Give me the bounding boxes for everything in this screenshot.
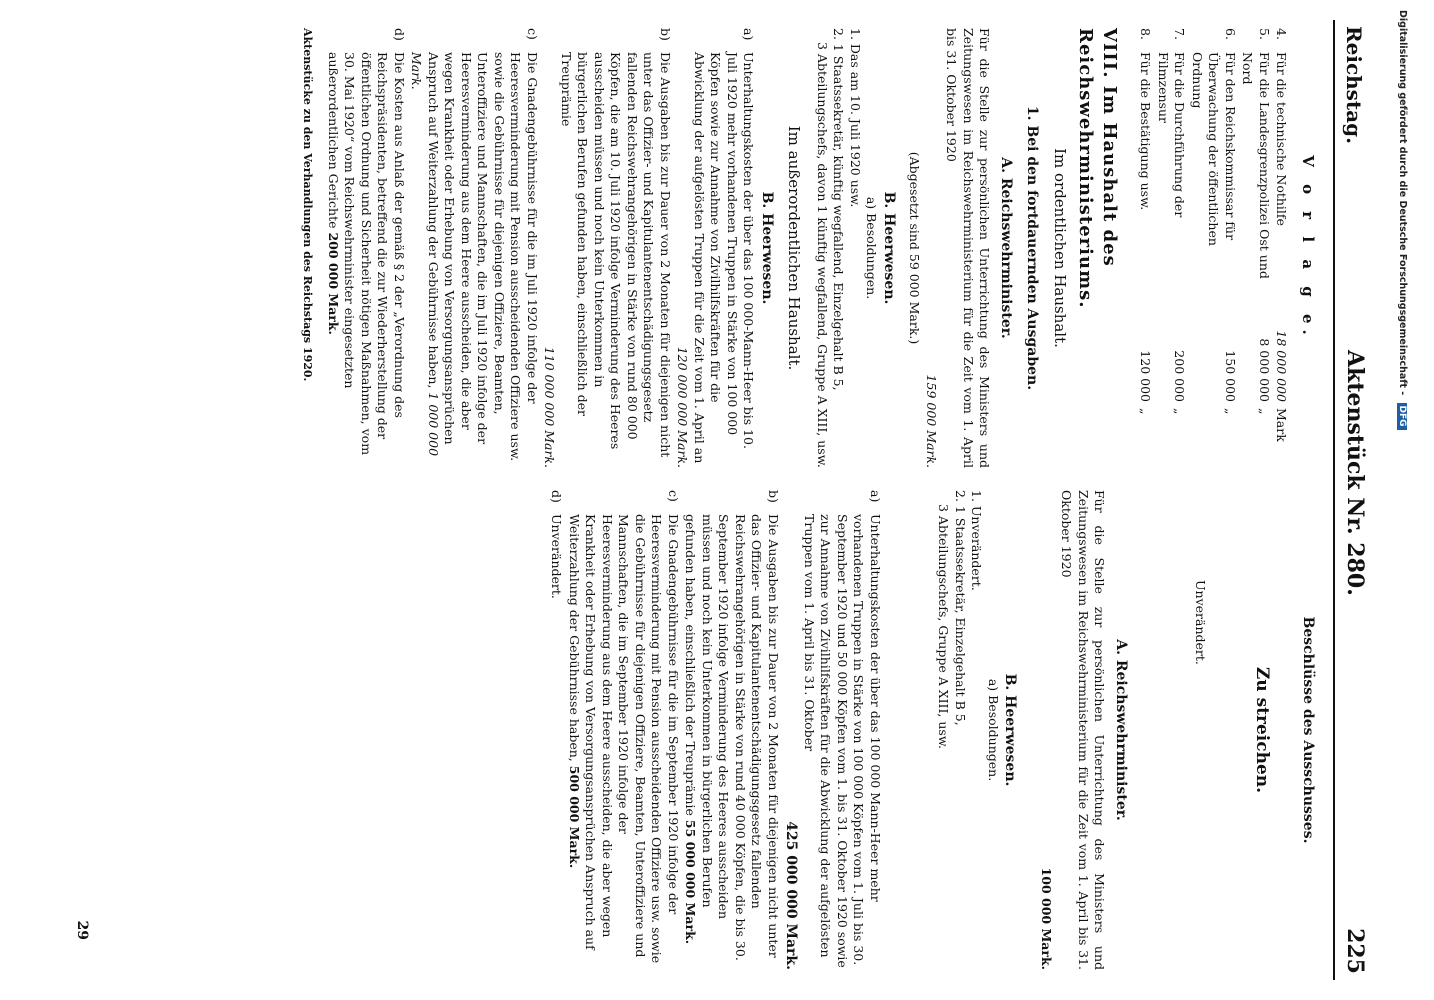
a-text: Für die Stelle zur persönlichen Unterrichtung des Ministers und Zeitungswesen im Reichswehrministerium für die Zeit vom 1. April bis 31. Oktober 1920 <box>1059 490 1108 970</box>
item-body: Unterhaltungskosten der über das 100 000-Mann-Heer bis 10. Juli 1920 mehr vorhandenen Truppen in Stärke von 100 000 Köpfen sowie zur Annahme von Zivilhilfskräften für die Abwicklung der aufgelösten Truppen für die Zeit vom 1. April an <box>691 52 757 464</box>
page-number: 225 <box>1342 928 1368 974</box>
list-item <box>1154 28 1187 468</box>
header-title: Aktenstück Nr. 280. <box>1342 350 1368 596</box>
list-item <box>1273 28 1290 468</box>
unveraendert-label: Unverändert. <box>1193 580 1209 665</box>
page-header <box>1333 20 1375 980</box>
item-value: 18 000 000 <box>1274 330 1290 402</box>
item-amount: 425 000 000 Mark. <box>783 821 800 970</box>
zu-streichen: Zu streichen. <box>1251 666 1272 794</box>
item-unit: „ <box>1222 408 1238 415</box>
item-body: Die Gnadengebührnisse für die im Juli 1920 infolge der Heeresverminderung mit Pension ausscheidenden Offiziere usw. sowie die Gebührnisse für diejenigen Offiziere, Beamten, Unteroffiziere und Mannschaften, die im Juli 1920 infolge der Heeresverminderung aus dem Heere ausscheiden, die aber wegen Krankheit oder Erhebung von Versorgungsansprüchen Anspruch auf Weiterzahlung der Gebührnisse haben, <box>425 52 540 462</box>
section-title: VIII. Im Haushalt des Reichswehrministeriums. <box>1074 28 1120 309</box>
dfg-credit <box>1388 10 1408 990</box>
list-item <box>408 28 540 468</box>
item-unit: „ <box>1138 408 1154 415</box>
item-key: b) <box>765 490 781 503</box>
b-sub: a) Besoldungen. <box>985 678 1001 782</box>
item-unit: Mark <box>1274 408 1290 442</box>
item-text <box>541 52 673 468</box>
item-text <box>565 514 681 970</box>
item-text <box>782 514 883 970</box>
b-title: B. Heerwesen. <box>1002 673 1019 787</box>
b2-title: B. Heerwesen. <box>758 191 775 305</box>
a-title: A. Reichswehrminister. <box>1112 639 1129 821</box>
item-text: Für die Landesgrenzpolizei Ost und Nord <box>1240 52 1272 279</box>
list-item <box>548 490 565 970</box>
b-line: 2. 1 Staatssekretär, Einzelgehalt B 5, <box>952 490 968 726</box>
item-value: 120 000 <box>1138 350 1154 402</box>
item-list <box>1137 28 1290 468</box>
item-text <box>408 52 540 468</box>
item-key: b) <box>657 28 673 41</box>
b-title: B. Heerwesen. <box>880 191 897 305</box>
ordentlich-heading: Im ordentlichen Haushalt. <box>1051 148 1070 348</box>
footer-note: Aktenstücke zu den Verhandlungen des Reichstags 1920. <box>301 28 315 382</box>
b-sub: a) Besoldungen. <box>864 196 880 300</box>
list-item <box>682 490 781 970</box>
item-key: d) <box>391 28 407 41</box>
ausserordentlich-heading: Im außerordentlichen Haushalt. <box>785 125 804 371</box>
item-unit: „ <box>1256 408 1272 415</box>
b-line: 2. 1 Staatssekretär, künftig wegfallend, Einzelgehalt B 5, <box>831 28 847 391</box>
item-body: Die Ausgaben bis zur Dauer von 2 Monaten für diejenigen nicht unter das Offizier- und Kapitulantenentschädigungsgesetz fallenden Reichswehrangehörigen in Stärke von rund 80 000 Köpfen, die am 10. Juli 1920 infolge Verminderung des Heeres ausscheiden müssen und noch kein Unterkommen in bürgerlichen Berufen gefunden haben, einschließlich der Treuprämie <box>558 52 673 458</box>
item-amount: 55 000 000 Mark. <box>683 819 699 945</box>
item-text <box>682 514 781 970</box>
item-key: a) <box>867 490 883 503</box>
list-item <box>541 28 673 468</box>
item-amount: 120 000 000 Mark. <box>675 346 691 468</box>
dfg-logo: DFG <box>1397 403 1407 430</box>
item-number: 8. <box>1138 28 1154 40</box>
b-line: 1. Unverändert. <box>969 490 985 591</box>
document-page <box>55 20 1375 980</box>
vorlage-column <box>300 28 1317 468</box>
item-body: Die Ausgaben bis zur Dauer von 2 Monaten für diejenigen nicht unter das Offizier- und Kapitulantenentschädigungsgesetz fallenden Reichswehrangehörigen in Stärke von rund 40 000 Köpfen, die bis 30. September 1920 infolge Verminderung des Heeres ausscheiden müssen und noch kein Unterkommen in bürgerlichen Berufen gefunden haben, einschließlich der Treuprämie <box>683 514 781 961</box>
list-item <box>1188 28 1238 468</box>
list-item <box>324 28 407 468</box>
item-text <box>674 52 757 468</box>
fortdauernd-heading: 1. Bei den fortdauernden Ausgaben. <box>1024 105 1041 391</box>
item-body: Die Kosten aus Anlaß der gemäß § 2 der „Verordnung des Reichspräsidenten, betreffend die zur Wiederherstellung der öffentlichen Ordnung und Sicherheit nötigen Maßnahmen, vom 30. Mai 1920“ vom Reichswehrminister eingesetzten außerordentlichen Gerichte <box>325 52 407 456</box>
item-number: 5. <box>1256 28 1272 40</box>
item-text: Für die Bestätigung usw. <box>1138 52 1154 211</box>
item-text: Unverändert. <box>549 514 565 599</box>
list-item <box>782 490 883 970</box>
a-text: Für die Stelle zur persönlichen Unterrichtung des Ministers und Zeitungswesen im Reichswehrministerium für die Zeit vom 1. April bis 31. Oktober 1920 <box>944 28 993 468</box>
item-key: c) <box>665 490 681 502</box>
b-line: 1. Das am 10. Juli 1920 usw. <box>848 28 863 208</box>
item-text <box>324 52 407 468</box>
item-amount: 500 000 Mark. <box>566 765 582 869</box>
item-value: 8 000 000 <box>1256 338 1272 402</box>
item-text: Für die technische Nothilfe <box>1274 52 1290 226</box>
list-item <box>1137 28 1154 468</box>
item-key: d) <box>549 490 565 503</box>
list-item <box>565 490 681 970</box>
item-unit: „ <box>1172 408 1188 415</box>
list-item <box>674 28 757 468</box>
item-amount: 1 000 000 Mark. <box>409 52 441 457</box>
a-note: (Abgesetzt sind 59 000 Mark.) <box>907 151 923 345</box>
list-item <box>1239 28 1272 468</box>
b-line: 3 Abteilungschefs, Gruppe A XIII, usw. <box>936 504 952 750</box>
header-left: Reichstag. <box>1342 26 1366 145</box>
item-key: a) <box>741 28 757 41</box>
item-text: Für die Durchführung der Filmzensur <box>1155 52 1188 218</box>
item-text: Für den Reichskommissar für Überwachung der öffentlichen Ordnung <box>1189 52 1238 246</box>
beschluss-heading: Beschlüsse des Ausschusses. <box>1300 616 1316 844</box>
item-number: 6. <box>1222 28 1238 40</box>
a-title: A. Reichswehrminister. <box>997 157 1014 339</box>
dfg-credit-text: Digitalisierung gefördert durch die Deutsche Forschungsgemeinschaft - <box>1397 10 1408 396</box>
item-value: 150 000 <box>1222 350 1238 402</box>
item-body: Unterhaltungskosten der über das 100 000 Mann-Heer mehr vorhandenen Truppen in Stärke von 100 000 Köpfen vom 1. Juli bis 30. September 1920 und 50 000 Köpfen vom 1. bis 31. Oktober 1920 sowie zur Annahme von Zivilhilfskräften für die Abwicklung der aufgelösten Truppen vom 1. April bis 31. Oktober <box>801 514 883 968</box>
item-amount: 200 000 Mark. <box>325 232 341 335</box>
a-amount: 159 000 Mark. <box>923 374 939 468</box>
item-number: 4. <box>1274 28 1290 40</box>
beschluss-column <box>547 490 1317 970</box>
b-line: 3 Abteilungschefs, davon 1 künftig wegfallend, Gruppe A XIII, usw. <box>815 42 830 468</box>
item-key: c) <box>524 28 540 40</box>
a-amount: 100 000 Mark. <box>1038 867 1054 970</box>
item-value: 200 000 <box>1172 350 1188 402</box>
signature-number: 29 <box>74 920 91 940</box>
item-amount: 110 000 000 Mark. <box>542 346 558 468</box>
vorlage-heading: V o r l a g e. <box>1299 155 1317 341</box>
item-number: 7. <box>1172 28 1188 40</box>
item-body: Die Gnadengebührnisse für die im September 1920 infolge der Heeresverminderung mit Pension ausscheidenden Offiziere usw. sowie die Gebührnisse für diejenigen Offiziere, Beamten, Unteroffiziere und Mannschaften, die im September 1920 infolge der Heeresverminderung aus dem Heere ausscheiden, die aber wegen Krankheit oder Erhebung von Versorgungsansprüchen Anspruch auf Weiterzahlung der Gebührnisse haben, <box>566 514 681 964</box>
